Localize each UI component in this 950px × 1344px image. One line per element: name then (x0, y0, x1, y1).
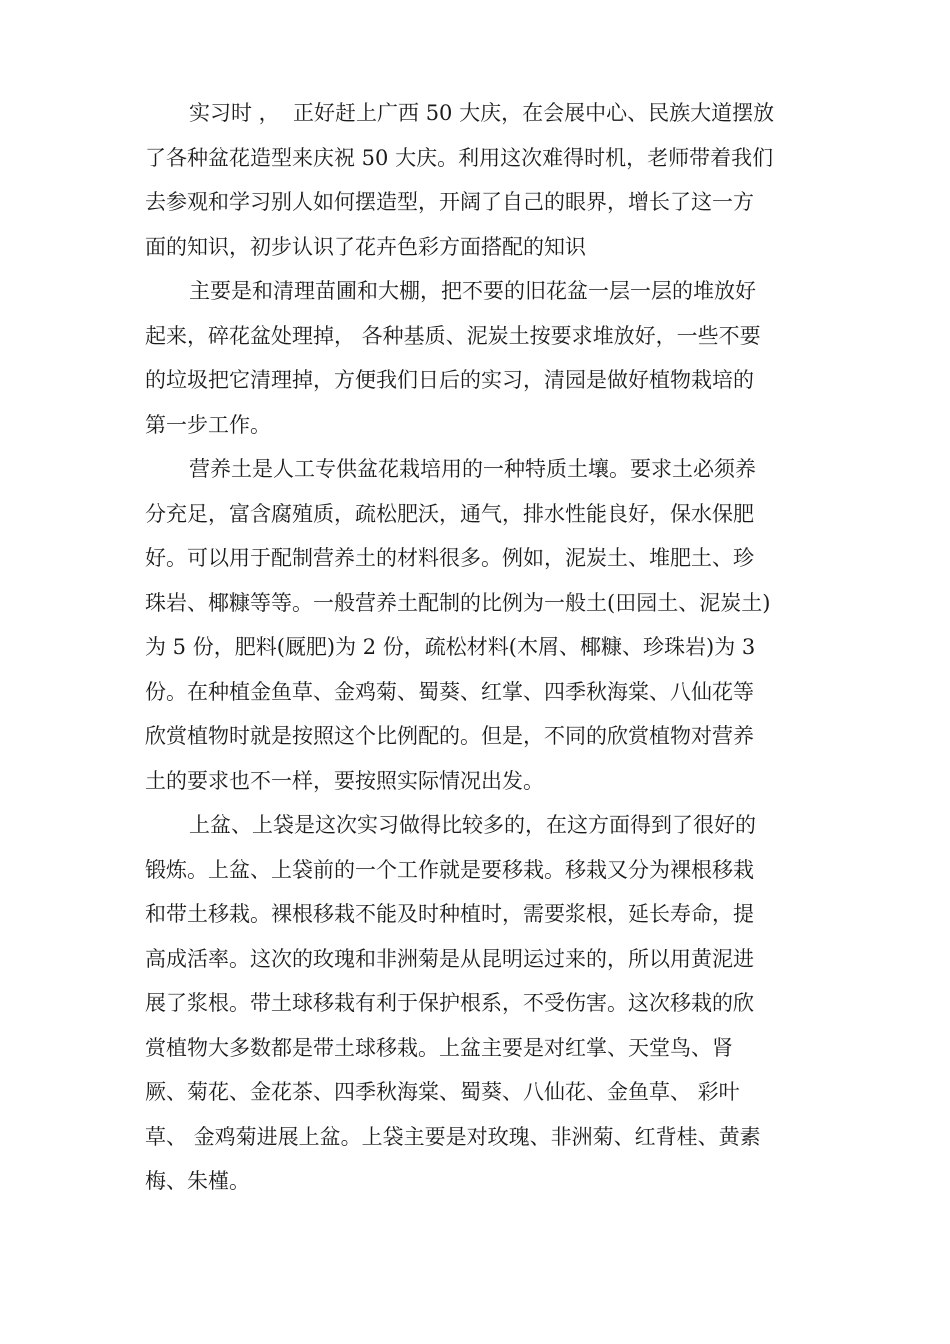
text-line: 锻炼。上盆、上袋前的一个工作就是要移栽。移栽又分为裸根移栽 (145, 857, 754, 882)
text-line: 赏植物大多数都是带土球移栽。上盆主要是对红掌、天堂鸟、肾 (145, 1035, 733, 1060)
text-line: 的垃圾把它清理掉，方便我们日后的实习，清园是做好植物栽培的 (145, 368, 754, 392)
text-line: 欣赏植物时就是按照这个比例配的。但是，不同的欣赏植物对营养 (145, 724, 754, 748)
text-line: 梅、朱槿。 (145, 1169, 250, 1193)
text-line: 珠岩、椰糠等等。一般营养土配制的比例为一般土(田园土、泥炭土) (145, 590, 771, 615)
paragraph-4 (145, 803, 825, 1204)
text-line: 展了浆根。带土球移栽有利于保护根系，不受伤害。这次移栽的欣 (145, 991, 754, 1015)
text-line: 高成活率。这次的玫瑰和非洲菊是从昆明运过来的，所以用黄泥进 (145, 946, 754, 971)
paragraph-1 (145, 91, 825, 269)
text-line: 营养土是人工专供盆花栽培用的一种特质土壤。要求土必须养 (189, 457, 756, 481)
text-line: 第一步工作。 (145, 412, 271, 437)
text-line: 为 5 份，肥料(厩肥)为 2 份，疏松材料(木屑、椰糠、珍珠岩)为 3 (145, 635, 756, 659)
text-line: 份。在种植金鱼草、金鸡菊、蜀葵、红掌、四季秋海棠、八仙花等 (145, 679, 754, 704)
paragraph-3 (145, 447, 825, 803)
text-line: 厥、菊花、金花茶、四季秋海棠、蜀葵、八仙花、金鱼草、 彩叶 (145, 1080, 740, 1104)
text-line: 起来，碎花盆处理掉， 各种基质、泥炭土按要求堆放好，一些不要 (145, 323, 761, 348)
text-line: 草、 金鸡菊进展上盆。上袋主要是对玫瑰、非洲菊、红背桂、黄素 (145, 1124, 761, 1149)
text-line: 主要是和清理苗圃和大棚，把不要的旧花盆一层一层的堆放好 (189, 279, 756, 303)
text-line: 和带土移栽。裸根移栽不能及时种植时，需要浆根，延长寿命，提 (145, 902, 754, 926)
text-line: 了各种盆花造型来庆祝 50 大庆。利用这次难得时机，老师带着我们 (145, 145, 774, 170)
text-line: 实习时 ， 正好赶上广西 50 大庆，在会展中心、民族大道摆放 (189, 101, 775, 125)
text-line: 土的要求也不一样，要按照实际情况出发。 (145, 768, 544, 793)
text-line: 分充足，富含腐殖质，疏松肥沃，通气，排水性能良好，保水保肥 (145, 501, 754, 526)
document-body (145, 91, 825, 1204)
text-line: 去参观和学习别人如何摆造型，开阔了自己的眼界，增长了这一方 (145, 190, 754, 214)
text-line: 好。可以用于配制营养土的材料很多。例如，泥炭土、堆肥土、珍 (145, 546, 754, 570)
paragraph-2 (145, 269, 825, 447)
text-line: 面的知识，初步认识了花卉色彩方面搭配的知识 (145, 234, 586, 259)
text-line: 上盆、上袋是这次实习做得比较多的，在这方面得到了很好的 (189, 813, 756, 837)
